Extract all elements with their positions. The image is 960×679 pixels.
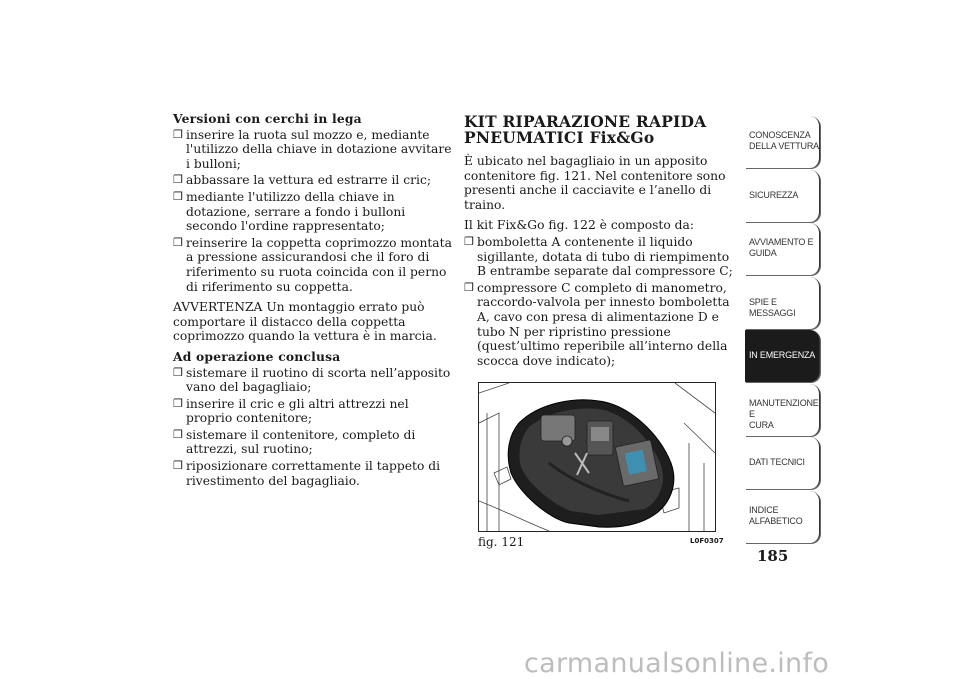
checkbox-bullet-icon: ❒ [173,427,183,441]
checkbox-bullet-icon: ❒ [173,459,183,473]
tab-indice-alfabetico[interactable] [745,491,820,543]
list-item: ❒ reinserire la coppetta coprimozzo montata a pressione assicurandosi che il foro di riferimento su ruota coincida con il perno di riferimento su coppetta. [173,235,452,294]
tab-dati-tecnici[interactable] [745,437,820,489]
page-number: 185 [757,547,789,565]
tab-conoscenza[interactable] [745,116,820,168]
tab-label: INDICE ALFABETICO [749,504,803,526]
section-heading-completed: Ad operazione conclusa [173,348,341,364]
chapter-tabs [745,116,820,544]
tab-spie-messaggi[interactable] [745,277,820,329]
checkbox-bullet-icon: ❒ [173,127,183,141]
right-column [464,112,739,370]
tab-label: IN EMERGENZA [749,350,816,360]
tab-label: MANUTENZIONE E CURA [749,397,819,430]
list-item: ❒ abbassare la vettura ed estrarre il cric; [173,173,431,188]
checkbox-bullet-icon: ❒ [173,235,183,249]
list-item: ❒ inserire il cric e gli altri attrezzi nel proprio contenitore; [173,396,409,426]
intro-paragraph: È ubicato nel bagagliaio in un apposito contenitore fig. 121. Nel contenitore sono presenti anche il cacciavite e l’anello di traino. [464,154,726,212]
checkbox-bullet-icon: ❒ [464,234,474,248]
list-item: ❒ mediante l'utilizzo della chiave in dotazione, serrare a fondo i bulloni secondo l'ordine rappresentato; [173,189,406,234]
tab-in-emergenza[interactable] [745,330,820,382]
list-item: ❒ riposizionare correttamente il tappeto di rivestimento del bagagliaio. [173,459,441,488]
list-item: ❒ bomboletta A contenente il liquido sigillante, dotata di tubo di riempimento B entrambe separate dal compressore C; [464,234,733,279]
kit-composition-paragraph: Il kit Fix&Go fig. 122 è composto da: [464,218,695,233]
list-item: ❒ inserire la ruota sul mozzo e, mediante l'utilizzo della chiave in dotazione avvitare i bulloni; [173,127,452,171]
tab-label: SICUREZZA [749,189,799,200]
tab-label: SPIE E MESSAGGI [749,296,796,318]
checkbox-bullet-icon: ❒ [173,173,183,187]
left-column [173,112,453,490]
list-item: ❒ compressore C completo di manometro, raccordo-valvola per innesto bomboletta A, cavo con presa di alimentazione D e tubo N per ripristino pressione (quest’ultimo reperibile all’interno della scocca dove indicato); [464,280,730,368]
section-title: KIT RIPARAZIONE RAPIDA PNEUMATICI Fix&Go [464,112,707,147]
tab-label: DATI TECNICI [749,457,805,467]
tab-label: AVVIAMENTO E GUIDA [749,237,814,258]
warning-paragraph: AVVERTENZA Un montaggio errato può comportare il distacco della coppetta coprimozzo quando la vettura è in marcia. [173,300,437,344]
tab-avviamento[interactable] [745,223,820,275]
checkbox-bullet-icon: ❒ [173,396,183,410]
tab-manutenzione[interactable] [745,384,820,436]
figure-caption: fig. 121 [478,535,525,549]
section-heading-alloy-wheels: Versioni con cerchi in lega [173,111,362,126]
checkbox-bullet-icon: ❒ [173,189,183,203]
list-item: ❒ sistemare il contenitore, completo di attrezzi, sul ruotino; [173,427,416,457]
watermark: carmanualsonline.info [524,648,830,679]
tab-sicurezza[interactable] [745,170,820,222]
checkbox-bullet-icon: ❒ [173,365,183,379]
figure-code: L0F0307 [690,537,724,545]
trunk-kit-illustration [479,383,715,531]
checkbox-bullet-icon: ❒ [464,280,474,294]
list-item: ❒ sistemare il ruotino di scorta nell’apposito vano del bagagliaio; [173,365,451,395]
figure-trunk-kit-image [478,382,716,532]
tab-label: CONOSCENZA DELLA VETTURA [749,130,819,151]
